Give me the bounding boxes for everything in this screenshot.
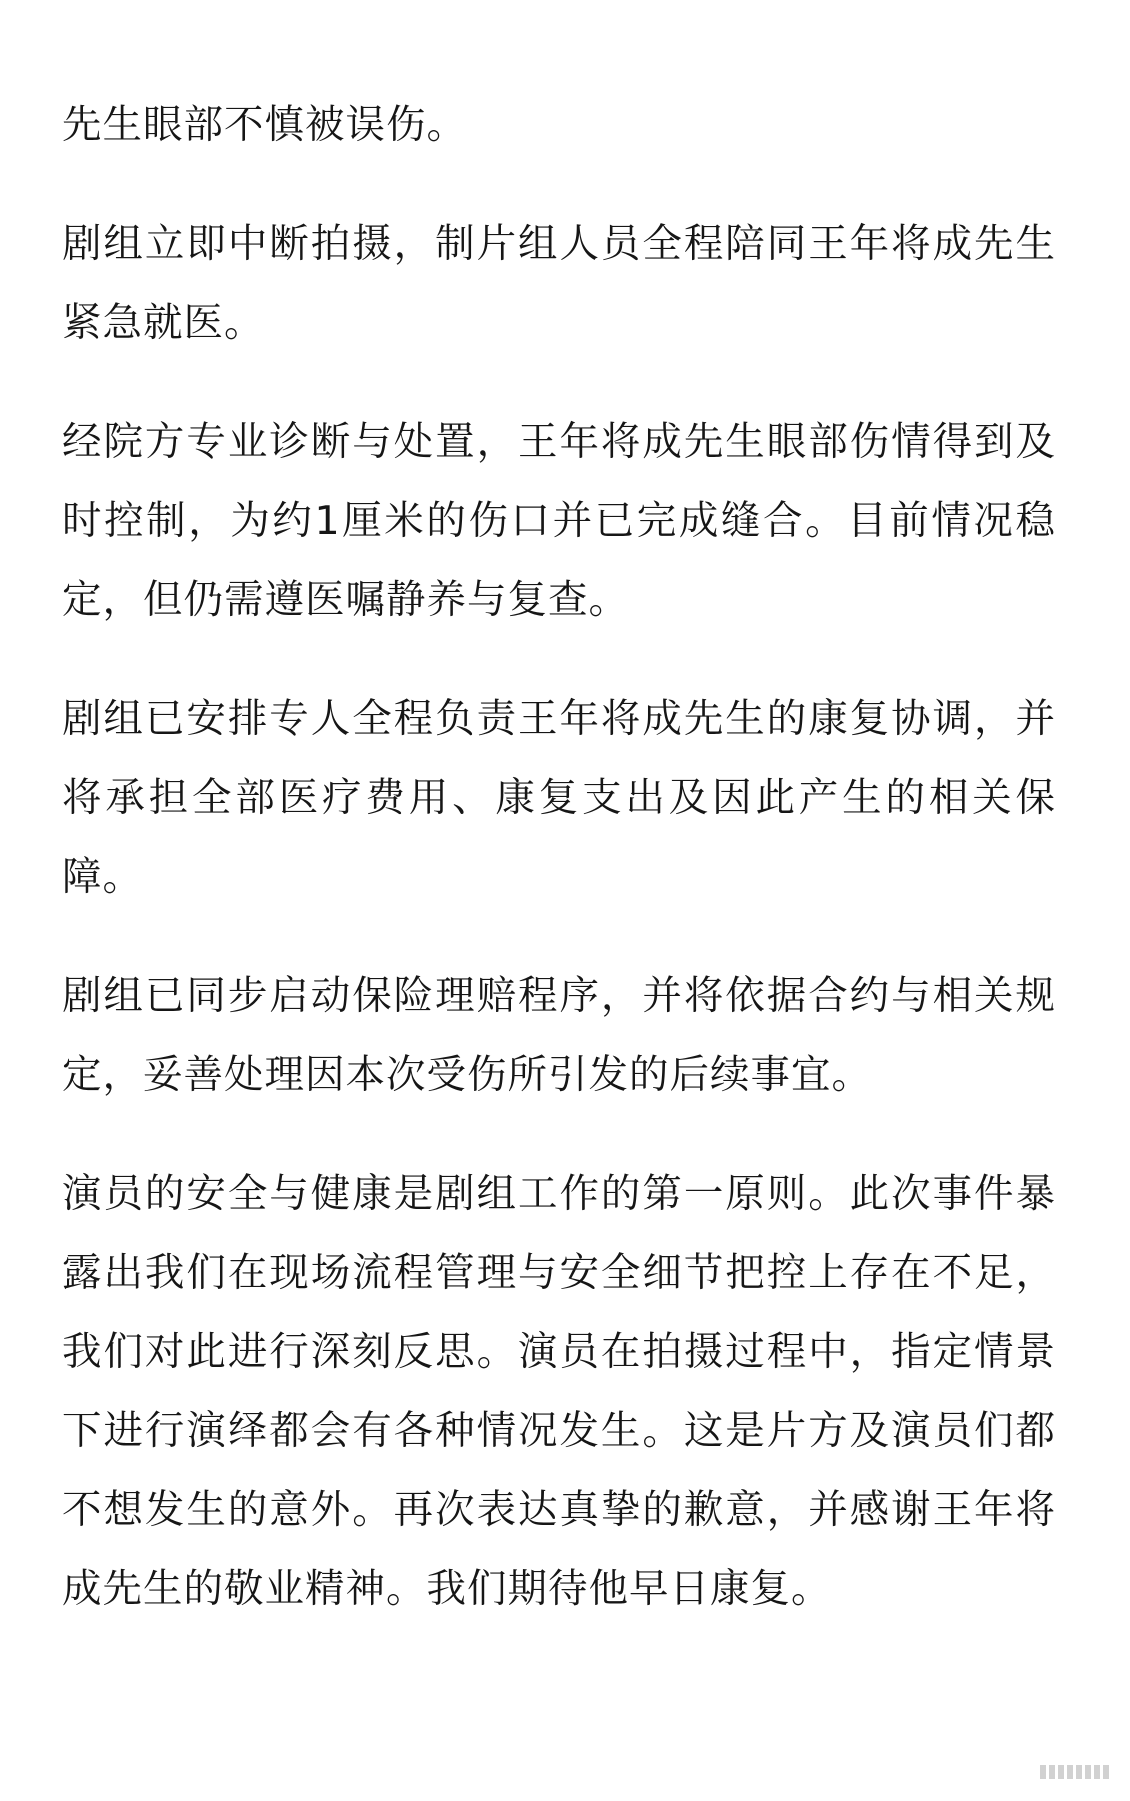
- paragraph-safety-statement: 演员的安全与健康是剧组工作的第一原则。此次事件暴露出我们在现场流程管理与安全细节把控上存在不足，我们对此进行深刻反思。演员在拍摄过程中，指定情景下进行演绎都会有各种情况发生。这是片方及演员们都不想发生的意外。再次表达真挚的歉意，并感谢王年将成先生的敬业精神。我们期待他早日康复。: [62, 1171, 1056, 1612]
- paragraph-diagnosis: 经院方专业诊断与处置，王年将成先生眼部伤情得到及时控制，为约1厘米的伤口并已完成缝合。目前情况稳定，但仍需遵医嘱静养与复查。: [62, 419, 1056, 623]
- paragraph-insurance: 剧组已同步启动保险理赔程序，并将依据合约与相关规定，妥善处理因本次受伤所引发的后续事宜。: [62, 973, 1056, 1098]
- paragraph-medical-escort: 剧组立即中断拍摄，制片组人员全程陪同王年将成先生紧急就医。: [62, 221, 1056, 346]
- paragraph-injury: 先生眼部不慎被误伤。: [62, 102, 467, 148]
- watermark: [1040, 1765, 1110, 1779]
- paragraph-recovery-support: 剧组已安排专人全程负责王年将成先生的康复协调，并将承担全部医疗费用、康复支出及因此产生的相关保障。: [62, 696, 1056, 900]
- article-body: [62, 86, 1056, 1629]
